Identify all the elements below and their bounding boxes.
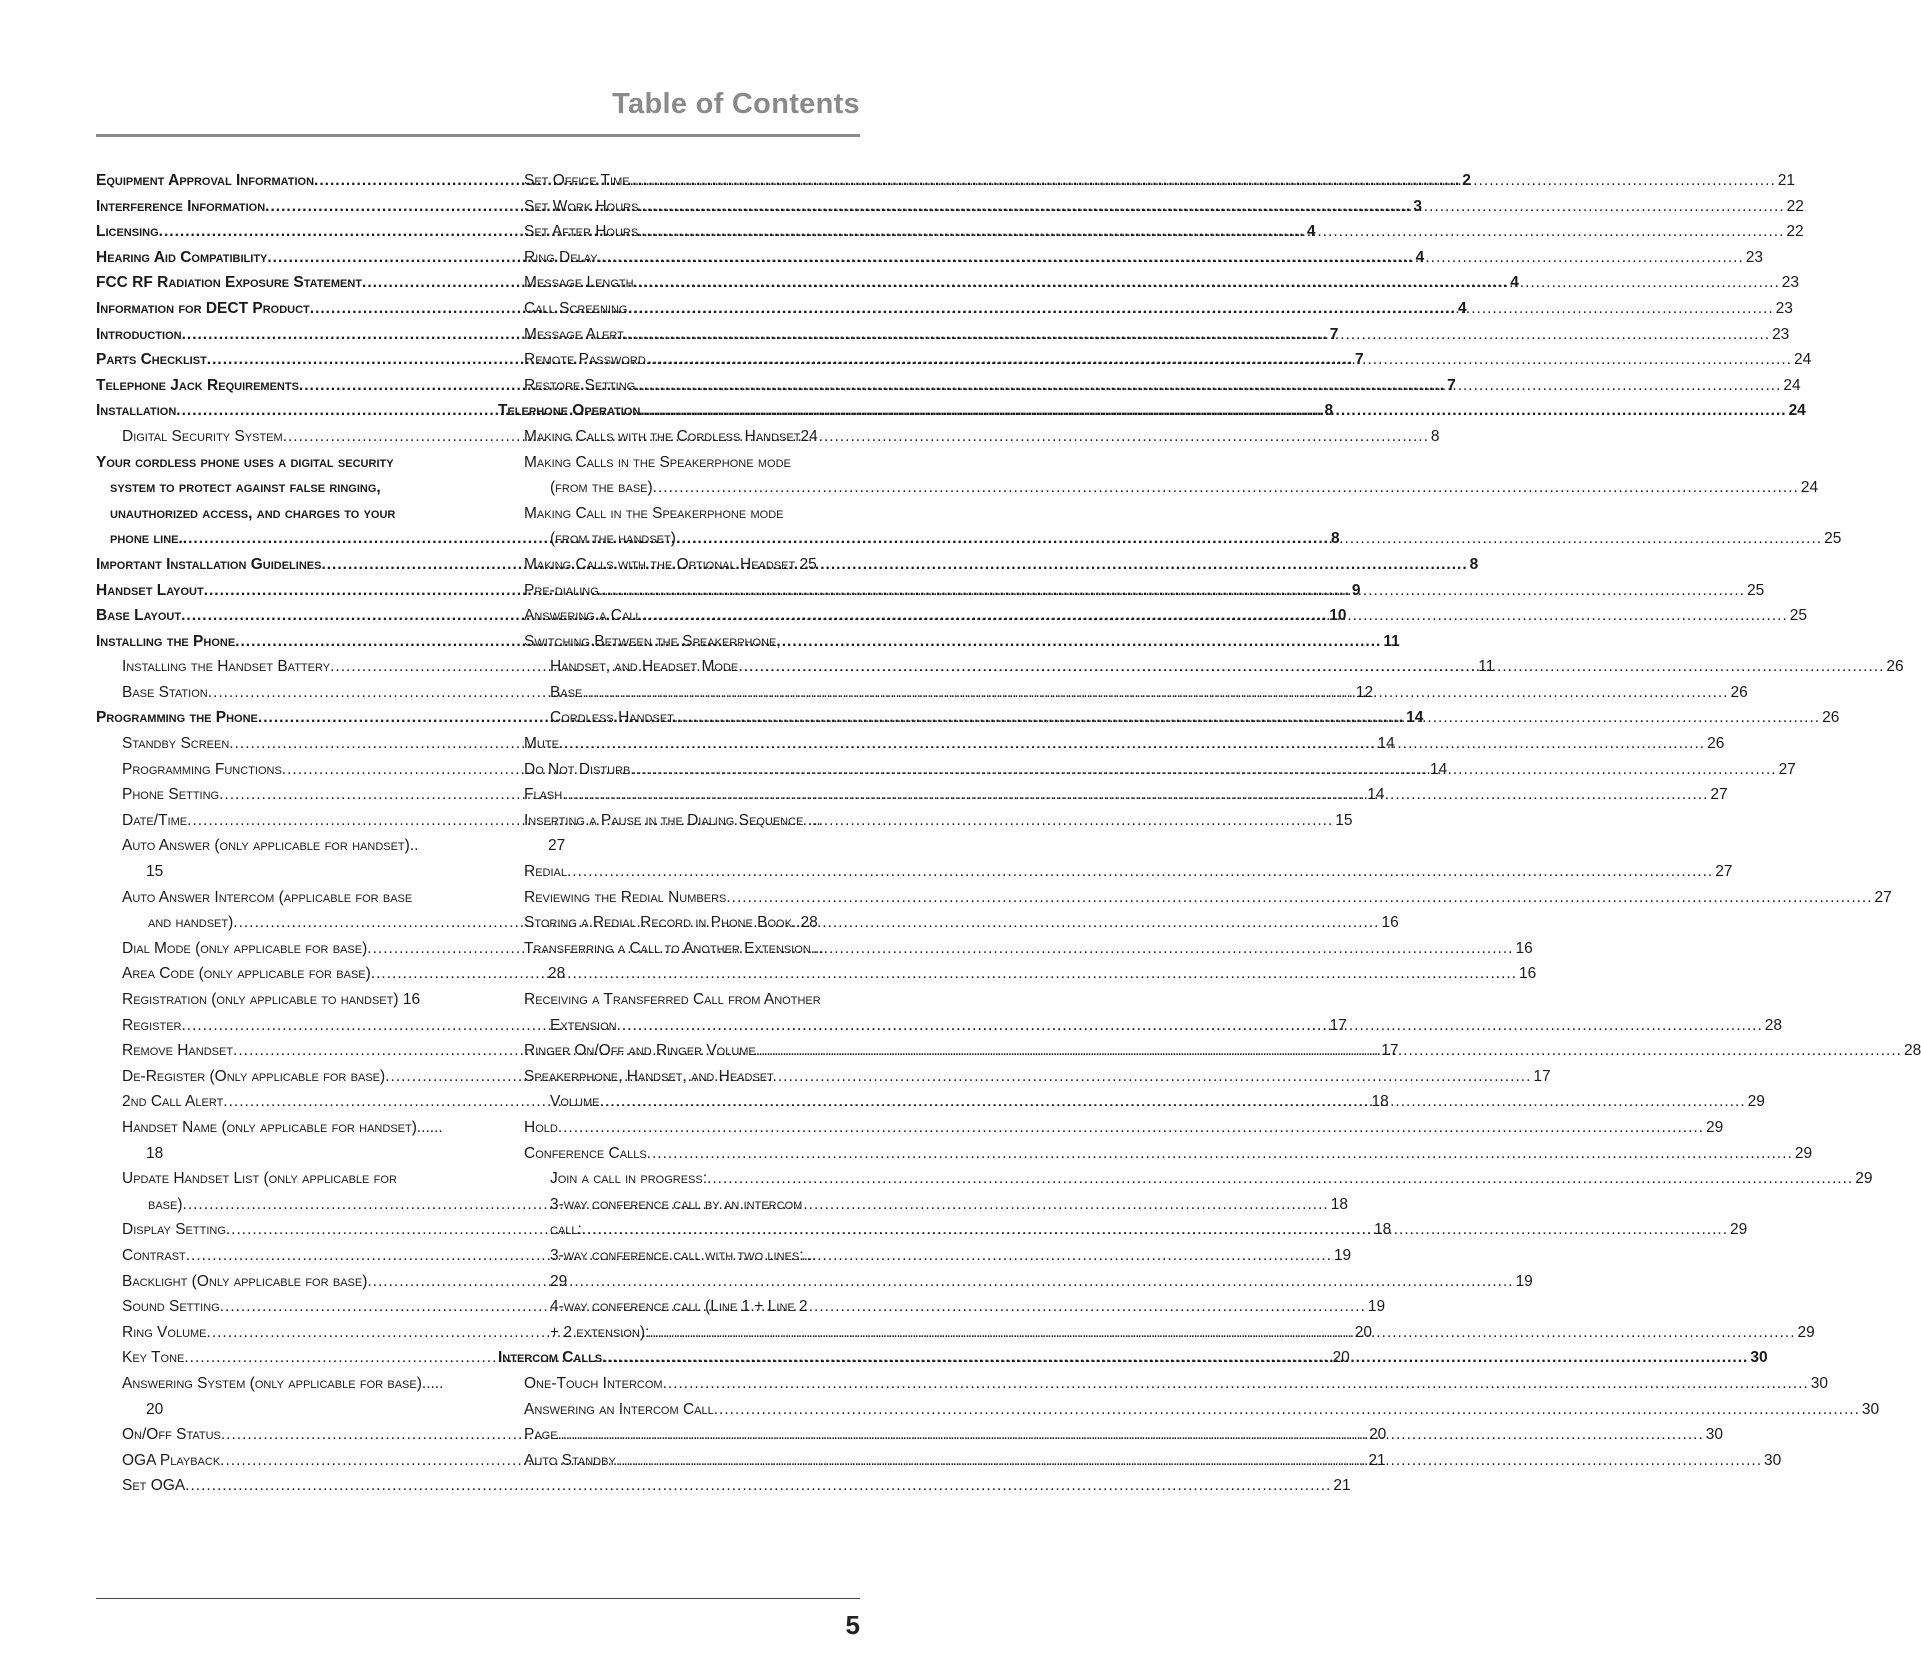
toc-entry [498,1192,862,1218]
toc-entry-page: 30 [1750,1349,1768,1367]
toc-entry-page: 26 [1730,683,1748,701]
toc-entry-page: 23 [1745,248,1763,266]
toc-entry-title: 27 [548,837,566,855]
toc-entry [498,1294,862,1320]
toc-leader-dots [627,296,1773,322]
toc-entry-page: 7 [1354,351,1364,369]
toc-entry-title: Set OGA [122,1477,186,1495]
toc-leader-dots [646,347,1792,373]
toc-entry [498,1064,862,1090]
toc-entry [96,885,488,911]
toc-entry-title: Call Screening [524,299,628,317]
toc-entry-page: 26 [1886,658,1904,676]
toc-entry-page: 19 [1515,1272,1533,1290]
toc-entry-page: 27 [1778,760,1796,778]
toc-leader-dots [638,194,1784,220]
toc-entry-page: 21 [1777,172,1796,189]
toc-entry-page: 17 [1381,1042,1399,1060]
toc-entry-title: Ring Volume [122,1323,207,1341]
toc-entry-page: 22 [1786,197,1804,215]
toc-entry-title: Receiving a Transferred Call from Another [524,991,821,1008]
toc-entry-title: Installing the Phone [96,632,236,650]
toc-entry-title: Remote Password [524,351,646,369]
toc-entry [96,987,488,1013]
toc-entry [498,526,1842,552]
toc-entry-title: Handset Layout [96,581,204,599]
toc-entry-page: 7 [1447,376,1456,394]
toc-entry-title: Standby Screen [122,735,230,753]
toc-entry-page: 8 [1330,530,1340,548]
toc-entry-title: Licensing [96,223,159,241]
toc-entry-title: 18 [146,1144,164,1162]
toc-entry-title: system to protect against false ringing, [110,479,381,497]
toc-leader-dots [582,680,1728,706]
toc-entry [498,245,1763,271]
toc-leader-dots [756,1038,1902,1064]
toc-entry [498,1115,1724,1141]
toc-entry-page: 4 [1510,274,1519,292]
toc-entry-title: Telephone Operation [498,402,641,420]
toc-entry-page: 16 [1381,914,1399,932]
toc-entry-title: Installing the Handset Battery [122,658,331,676]
toc-entry-page: 23 [1772,325,1790,343]
toc-leader-dots [635,373,1781,399]
toc-entry-title: Answering a Call [524,607,642,625]
toc-entry-page: 27 [1715,863,1733,881]
toc-entry-title: 15 [146,863,164,881]
toc-entry-page: 8 [1324,402,1334,420]
toc-entry-page: 20 [1354,1323,1372,1341]
toc-entry-title: and handset) [148,914,234,932]
toc-entry-title: Introduction [96,325,182,343]
toc-entry [498,885,1892,911]
toc-entry-page: 28 [1764,1016,1783,1034]
toc-entry-page: 29 [1747,1093,1765,1111]
toc-entry [498,1166,1873,1192]
toc-entry-page: 17 [1329,1016,1347,1034]
toc-leader-dots [599,1089,1745,1115]
toc-entry [498,552,862,578]
toc-entry-page: 14 [1406,709,1424,727]
toc-leader-dots [638,219,1784,245]
footer-divider [96,1598,860,1599]
toc-entry-title: Intercom Calls [498,1349,603,1367]
toc-entry [96,1473,1351,1499]
toc-entry-page: 8 [1430,427,1440,445]
toc-entry-title: Backlight (Only applicable for base) [122,1272,368,1290]
header-divider [96,134,860,137]
toc-entry-page: 23 [1775,299,1793,317]
toc-entry-page: 11 [1383,632,1400,650]
toc-entry-title: Cordless Handset [550,709,674,727]
toc-entry-title: Important Installation Guidelines [96,555,322,573]
toc-entry [498,833,862,859]
toc-entry-page: 7 [1329,325,1339,343]
toc-entry-title: Dial Mode (only applicable for base) [122,939,368,957]
toc-entry-page: 16 [1515,939,1533,957]
toc-entry-page: 3 [1413,197,1422,215]
toc-entry-page: 18 [1371,1093,1389,1111]
toc-entry-title: Volume [550,1093,600,1111]
toc-entry-title: Restore Setting [524,376,636,394]
toc-entry [498,219,1804,245]
toc-entry-title: unauthorized access, and charges to your [110,504,396,522]
toc-entry-title: 3-way conference call by an intercom [550,1195,803,1213]
toc-entry-title: Transferring a Call to Another Extension... [524,939,824,957]
toc-entry-title: Base Layout [96,607,182,625]
toc-entry [96,501,488,527]
toc-entry-page: 20 [1369,1426,1387,1444]
toc-entry-title: Conference Calls [524,1144,647,1162]
toc-entry-title: call: [550,1221,582,1239]
toc-entry-page: 14 [1367,786,1385,804]
toc-entry-title: Your cordless phone uses a digital security [96,453,394,471]
toc-entry-title: Making Calls in the Speakerphone mode [524,453,791,471]
toc-leader-dots [567,859,1713,885]
toc-entry [498,578,1765,604]
toc-entry-title: Auto Answer (only applicable for handset).. [122,837,419,855]
toc-entry-page: 25 [1824,530,1842,548]
toc-entry [498,373,1801,399]
toc-entry-page: 25 [1789,607,1807,625]
toc-leader-dots [617,1013,1763,1039]
page-number: 5 [845,1610,860,1640]
toc-leader-dots [707,1166,1853,1192]
toc-entry-title: Set After Hours [524,223,639,241]
toc-entry [498,347,1812,373]
toc-entry-title: 29 [550,1272,568,1290]
toc-entry-title: (from the base) [550,479,653,497]
toc-entry-title: Telephone Jack Requirements [96,376,299,394]
toc-leader-dots [598,245,1744,271]
toc-entry-title: Set Work Hours [524,197,639,215]
toc-leader-dots [726,885,1872,911]
toc-entry-title: Programming the Phone [96,709,258,727]
toc-entry-page: 30 [1810,1374,1829,1392]
toc-leader-dots [630,168,1776,194]
toc-entry [498,270,1800,296]
toc-entry-page: 26 [1707,735,1725,753]
toc-entry-title: Programming Functions [122,760,282,778]
toc-entry-title: Digital Security System [122,427,283,445]
toc-entry [96,833,488,859]
toc-entry [498,936,862,962]
toc-entry-title: Handset, and Headset Mode [550,658,739,676]
toc-entry-title: Mute [524,735,559,753]
toc-leader-dots [640,398,1786,424]
toc-entry-title: (from the handset) [550,530,676,548]
toc-entry [498,1397,1880,1423]
toc-entry [96,1397,488,1423]
toc-entry-title: 28 [548,965,566,983]
toc-entry-title: Join a call in progress: [550,1170,708,1188]
toc-entry-page: 29 [1797,1323,1815,1341]
toc-entry-page: 9 [1351,581,1361,599]
toc-leader-dots [630,757,1776,783]
toc-leader-dots [676,526,1822,552]
toc-entry-title: Page [524,1426,558,1444]
toc-leader-dots [562,782,1708,808]
toc-entry-page: 18 [1330,1195,1348,1213]
toc-entry [498,1141,1813,1167]
toc-entry-title: Auto Standby [524,1451,616,1469]
toc-entry-title: 2nd Call Alert [122,1093,224,1111]
toc-entry [498,424,862,450]
toc-entry-title: Do Not Disturb [524,760,631,778]
toc-entry-title: Ringer On/Off and Ringer Volume [524,1042,756,1060]
toc-entry-title: Sound Setting [122,1298,220,1316]
toc-entry-title: Phone Setting [122,786,220,804]
toc-entry-page: 2 [1462,172,1471,189]
toc-entry-page: 28 [1903,1042,1921,1060]
toc-entry-page: 19 [1333,1246,1352,1264]
toc-leader-dots [663,1371,1809,1397]
toc-entry-title: Register [122,1016,182,1034]
toc-entry [96,450,488,476]
toc-entry-title: Key Tone [122,1349,185,1367]
toc-entry-title: phone line. [110,530,183,548]
toc-leader-dots [647,1141,1793,1167]
toc-entry-title: Set Office Time [524,172,630,189]
toc-entry-title: Hold [524,1118,558,1136]
toc-entry-title: Handset Name (only applicable for handset)...... [122,1118,443,1136]
toc-entry [498,194,1804,220]
toc-leader-dots [558,1422,1704,1448]
toc-entry-page: 16 [1519,965,1537,983]
toc-leader-dots [634,270,1780,296]
toc-entry-page: 24 [1793,351,1812,369]
toc-entry-page: 24 [1783,376,1801,394]
toc-entry [498,1371,1829,1397]
toc-entry-page: 24 [1788,402,1806,420]
toc-entry-title: Answering an Intercom Call [524,1400,714,1418]
toc-entry-title: base) [148,1195,183,1213]
toc-entry-page: 4 [1306,223,1316,241]
toc-entry-title: Update Handset List (only applicable for [122,1170,397,1188]
toc-leader-dots [714,1397,1860,1423]
toc-entry-title: 4-way conference call (Line 1 + Line 2 [550,1298,808,1316]
toc-entry-title: Inserting a Pause in the Dialing Sequence ... [524,811,821,829]
toc-entry-page: 29 [1794,1144,1813,1162]
toc-entry-title: Auto Answer Intercom (applicable for base [122,888,413,906]
toc-entry-page: 27 [1710,786,1728,804]
toc-entry-title: Reviewing the Redial Numbers [524,888,727,906]
toc-entry-title: Remove Handset [122,1042,234,1060]
toc-entry-page: 24 [1800,479,1819,497]
toc-entry [498,961,862,987]
toc-entry-title: One-Touch Intercom [524,1374,663,1392]
toc-entry-title: Pre-dialing [524,581,599,599]
toc-entry [96,680,1374,706]
toc-entry [498,450,862,476]
toc-entry-title: Date/Time [122,811,188,829]
toc-entry-title: OGA Playback [122,1451,221,1469]
toc-entry-page: 21 [1368,1451,1386,1469]
toc-entry-title: Contrast [122,1246,186,1264]
toc-entry [498,168,1796,194]
toc-leader-dots [642,603,1788,629]
toc-entry-page: 10 [1329,607,1347,625]
toc-entry-title: Parts Checklist [96,351,207,369]
toc-entry-title: 20 [146,1400,164,1418]
toc-entry [498,808,862,834]
toc-entry-title: FCC RF Radiation Exposure Statement [96,274,363,292]
toc-entry-page: 23 [1781,274,1800,292]
toc-entry-title: Making Calls with the Optional Headset 25 [524,555,817,573]
toc-entry-page: 29 [1730,1221,1748,1239]
toc-entry-page: 27 [1874,888,1892,906]
toc-entry-page: 14 [1377,735,1395,753]
toc-entry-page: 22 [1786,223,1804,241]
toc-entry-title: Ring Delay [524,248,598,266]
toc-leader-dots [602,1345,1748,1371]
toc-entry [96,859,488,885]
toc-entry-page: 19 [1367,1298,1386,1316]
toc-entry-title: Redial [524,863,567,881]
toc-entry-title: Display Setting [122,1221,226,1239]
toc-entry-title: Message Alert [524,325,624,343]
toc-entry [498,859,1733,885]
toc-entry-page: 12 [1355,683,1374,701]
toc-entry-title: Switching Between the Speakerphone, [524,632,781,650]
toc-entry-title: Answering System (only applicable for base)..... [122,1374,444,1392]
toc-leader-dots [558,1115,1704,1141]
toc-entry-title: Hearing Aid Compatibility [96,248,268,266]
toc-entry-page: 8 [1469,555,1479,573]
toc-entry-page: 17 [1533,1067,1551,1085]
toc-leader-dots [185,1473,1331,1499]
toc-entry [498,322,1790,348]
toc-entry-title: Flash [524,786,563,804]
toc-leader-dots [653,475,1799,501]
toc-entry-page: 14 [1429,760,1448,778]
toc-leader-dots [674,705,1820,731]
toc-entry [498,398,1806,424]
toc-entry-page: 4 [1415,248,1425,266]
toc-entry-title: Installation [96,402,177,420]
toc-leader-dots [738,654,1884,680]
toc-entry [498,1243,862,1269]
toc-leader-dots [624,322,1770,348]
toc-entry-page: 4 [1457,299,1467,317]
toc-entry-title: Registration (only applicable to handset) 16 [122,991,421,1008]
toc-entry-page: 21 [1333,1477,1351,1495]
toc-entry [498,475,1819,501]
toc-entry-title: Base [550,683,583,701]
toc-entry-page: 30 [1705,1426,1724,1444]
toc-entry-title: Extension [550,1016,617,1034]
toc-entry [96,1141,488,1167]
toc-entry-page: 11 [1478,658,1495,676]
toc-leader-dots [616,1448,1762,1474]
toc-entry-title: Making Call in the Speakerphone mode [524,504,784,522]
toc-entry-page: 15 [1335,811,1353,829]
toc-entry-title: Interference Information [96,197,266,215]
toc-entry-page: 20 [1332,1349,1350,1367]
toc-entry [498,296,1793,322]
toc-entry-page: 18 [1374,1221,1392,1239]
toc-entry [96,1115,488,1141]
toc-entry-page: 26 [1822,709,1840,727]
toc-entry [498,910,862,936]
toc-entry [96,475,488,501]
toc-leader-dots [321,552,1467,578]
toc-entry [96,1371,488,1397]
toc-entry-title: Storing a Redial Record in Phone Book..28 [524,914,818,932]
toc-entry [498,1269,862,1295]
toc-entry-title: Making Calls with the Cordless Handset24 [524,427,818,445]
toc-entry-page: 25 [1746,581,1765,599]
toc-entry-title: De-Register (Only applicable for base) [122,1067,386,1085]
toc-entry [96,1166,488,1192]
toc-entry-page: 30 [1764,1451,1782,1469]
toc-leader-dots [559,731,1705,757]
toc-entry-title: Equipment Approval Information [96,172,315,189]
toc-entry [498,501,862,527]
toc-entry-title: On/Off Status [122,1426,221,1444]
toc-entry-title: + 2 extension): [550,1323,650,1341]
toc-entry [498,987,862,1013]
toc-entry-page: 30 [1861,1400,1880,1418]
toc-leader-dots [599,578,1745,604]
toc-entry-page: 29 [1706,1118,1724,1136]
toc-entry-title: Message Length [524,274,634,292]
toc-entry-title: Area Code (only applicable for base) [122,965,371,983]
toc-entry [498,629,862,655]
toc-entry-title: Information for DECT Product [96,299,310,317]
toc-entry-page: 29 [1855,1170,1873,1188]
toc-leader-dots [649,1320,1795,1346]
page-title: Table of Contents [612,88,860,120]
toc-entry-title: Speakerphone, Handset, and Headset [524,1067,774,1085]
toc-entry-title: Base Station [122,683,208,701]
toc-entry-title: 3-way conference call with two lines:... [550,1246,817,1264]
toc-leader-dots [582,1217,1728,1243]
